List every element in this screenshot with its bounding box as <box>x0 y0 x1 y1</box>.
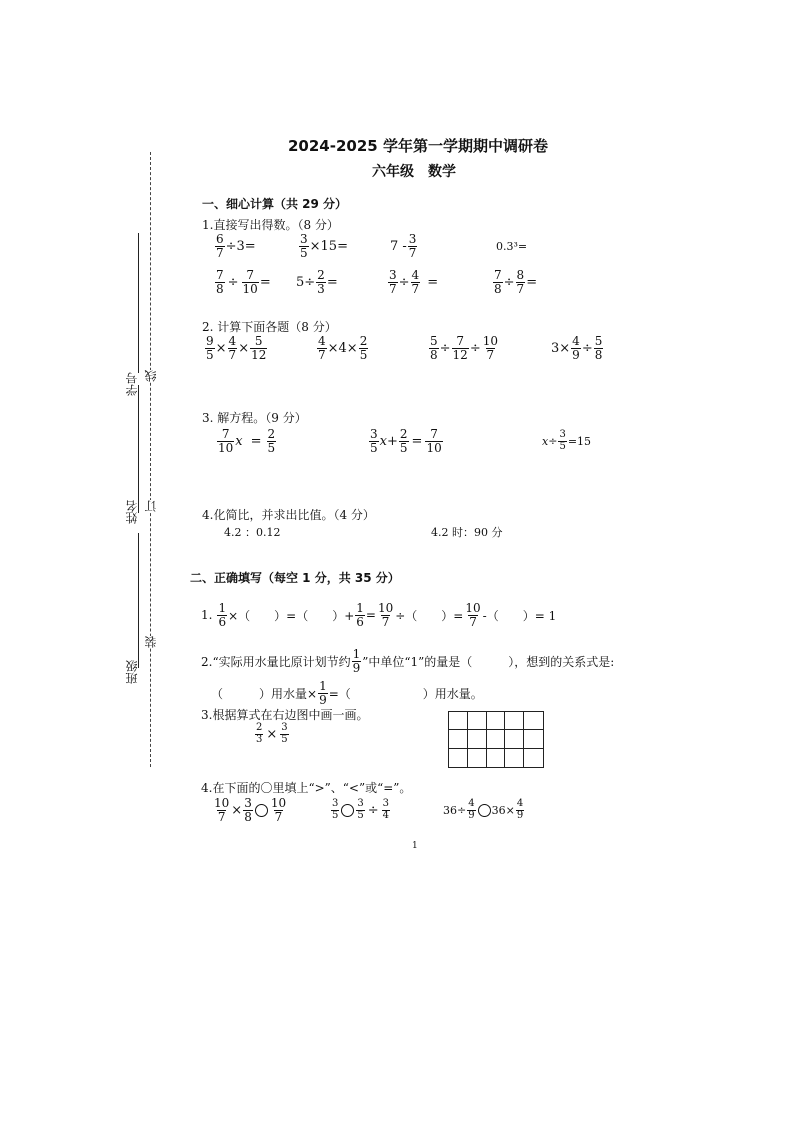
s1q3-label: 3. 解方程。（9 分） <box>202 411 307 425</box>
s1q1-item-b: $\frac{3}{5}$ ×15= <box>300 232 348 260</box>
s1q4-item-a: 4.2 ：0.12 <box>224 526 281 539</box>
s2q4-compare-b: $\frac{3}{5}$ $\frac{3}{5}$ ÷ $\frac{3}{4}$ <box>332 798 390 821</box>
class-label: 班级 <box>125 660 139 684</box>
student-id-label: 学号 <box>125 372 139 396</box>
s1q1-item-h: $\frac{7}{8}$ ÷ $\frac{8}{7}$ = <box>494 268 538 296</box>
s1q2-label: 2. 计算下面各题（8 分） <box>202 320 337 334</box>
s2q3-expression: $\frac{2}{3}$ × $\frac{3}{5}$ <box>256 722 288 745</box>
staple-mark: 装 <box>144 636 158 648</box>
s1q1-item-c: 7 - $\frac{3}{7}$ <box>390 232 417 260</box>
s2q2-line2: （ ）用水量× $\frac{1}{9}$ =（ ）用水量。 <box>211 679 483 707</box>
s1q1-label: 1.直接写出得数。（8 分） <box>202 218 339 232</box>
compare-circle-a[interactable] <box>255 804 268 817</box>
s2q4-label: 4.在下面的〇里填上“>”、“<”或“=”。 <box>201 781 412 795</box>
s1q3-equation-b: $\frac{3}{5}$ x + $\frac{2}{5}$ = $\frac{7}{10}$ <box>370 427 442 455</box>
section1-heading: 一、细心计算（共 29 分） <box>202 197 348 211</box>
s1q3-equation-c: x ÷ $\frac{3}{5}$ =15 <box>542 429 592 452</box>
s2q4-compare-c: 36÷ $\frac{4}{9}$ 36× $\frac{4}{9}$ <box>443 798 524 821</box>
s1q1-item-e: $\frac{7}{8}$ ÷ $\frac{7}{10}$ = <box>216 268 271 296</box>
s1q1-item-a: $\frac{6}{7}$ ÷3= <box>216 232 256 260</box>
s2q3-label: 3.根据算式在右边图中画一画。 <box>201 708 369 722</box>
bind-mark: 订 <box>144 500 158 512</box>
page-title: 2024-2025 学年第一学期期中调研卷 <box>288 137 548 155</box>
s1q2-item-d: 3× $\frac{4}{9}$ ÷ $\frac{5}{8}$ <box>551 334 603 362</box>
binding-dashed-line <box>150 152 151 767</box>
student-id-line <box>138 233 139 373</box>
section2-heading: 二、正确填写（每空 1 分，共 35 分） <box>190 571 400 585</box>
name-line <box>138 385 139 513</box>
s1q2-item-a: $\frac{9}{5}$ × $\frac{4}{7}$ × $\frac{5}{12}$ <box>206 334 267 362</box>
s1q3-equation-a: $\frac{7}{10}$ x = $\frac{2}{5}$ <box>218 427 276 455</box>
compare-circle-b[interactable] <box>341 804 354 817</box>
s1q1-item-d: 0.3³= <box>496 240 528 253</box>
drawing-grid <box>448 711 544 768</box>
s2q1-row: 1. $\frac{1}{6}$ ×（ ）=（ ）+ $\frac{1}{6}$ = $\frac{10}{7}$ ÷（ ）= $\frac{10}{7}$ -（ ）= 1 <box>201 601 557 629</box>
name-label: 姓名 <box>125 500 139 524</box>
s1q1-item-g: $\frac{3}{7}$ ÷ $\frac{4}{7}$ = <box>389 268 439 296</box>
compare-circle-c[interactable] <box>478 804 491 817</box>
s1q2-item-c: $\frac{5}{8}$ ÷ $\frac{7}{12}$ ÷ $\frac{10}{7}$ <box>430 334 499 362</box>
s1q1-item-f: 5÷ $\frac{2}{3}$ = <box>296 268 338 296</box>
s1q2-item-b: $\frac{4}{7}$ ×4× $\frac{2}{5}$ <box>318 334 368 362</box>
s2q4-compare-a: $\frac{10}{7}$ × $\frac{3}{8}$ $\frac{10}{7}$ <box>214 796 287 824</box>
class-line <box>138 533 139 668</box>
s1q4-label: 4.化简比，并求出比值。（4 分） <box>202 508 375 522</box>
s2q2-line1: 2.“实际用水量比原计划节约 $\frac{1}{9}$ ”中单位“1”的量是（ ），想到的关系式是: <box>201 647 615 675</box>
page-number: 1 <box>412 841 418 851</box>
line-mark: 线 <box>144 370 158 382</box>
page-subtitle: 六年级 数学 <box>372 164 456 180</box>
s1q4-item-b: 4.2 时：90 分 <box>431 526 503 539</box>
